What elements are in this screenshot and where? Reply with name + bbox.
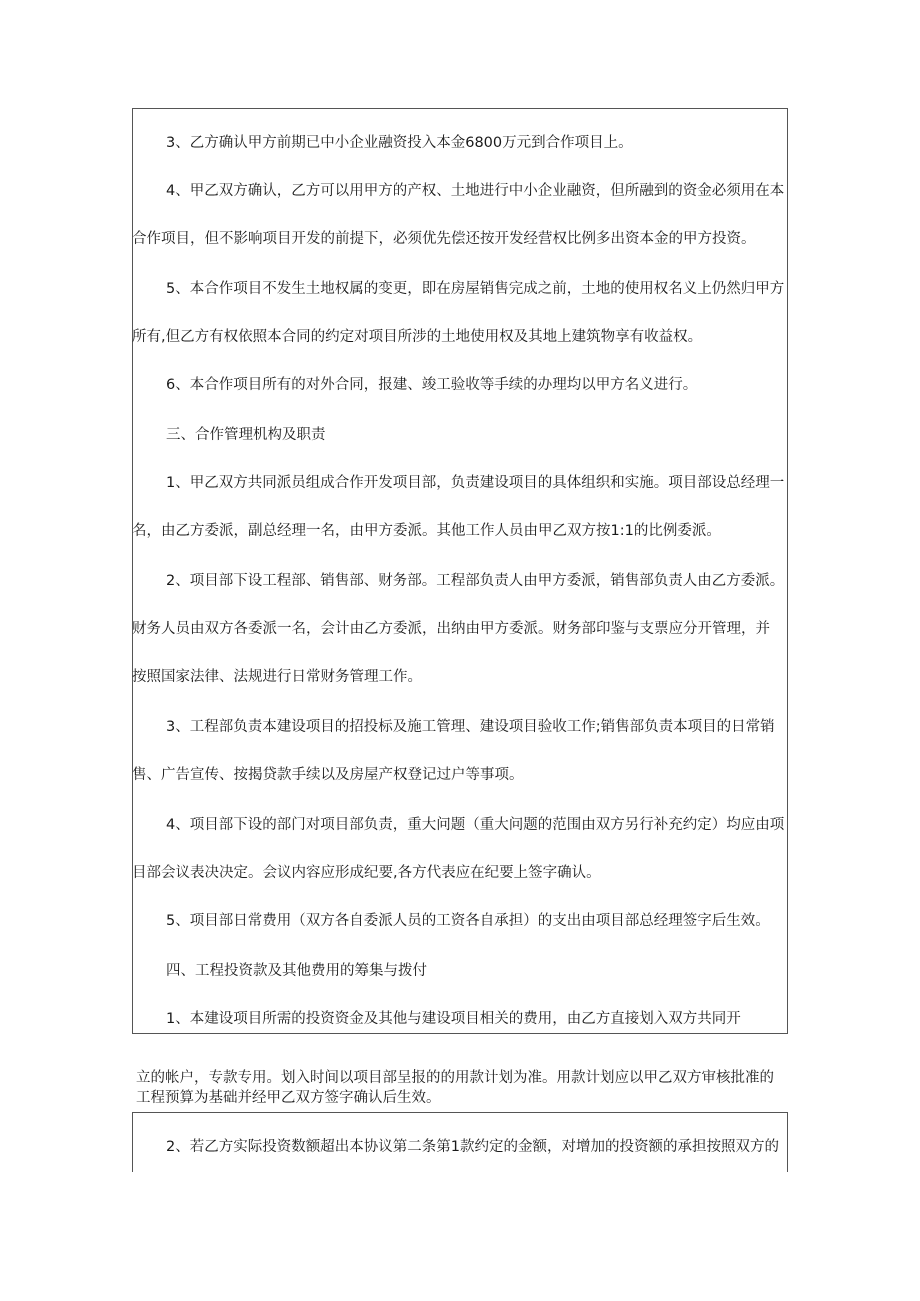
clause-3-1-line1: 1、甲乙双方共同派员组成合作开发项目部，负责建设项目的具体组织和实施。项目部设总经理一 xyxy=(166,475,785,491)
clause-2-3: 3、乙方确认甲方前期已中小企业融资投入本金6800万元到合作项目上。 xyxy=(166,135,633,151)
section-4-heading: 四、工程投资款及其他费用的筹集与拨付 xyxy=(166,963,427,979)
clause-2-4-line2: 合作项目，但不影响项目开发的前提下，必须优先偿还按开发经营权比例多出资本金的甲方投资。 xyxy=(132,231,756,247)
clause-3-1-line2: 名，由乙方委派，副总经理一名，由甲方委派。其他工作人员由甲乙双方按1:1的比例委派。 xyxy=(132,523,721,539)
section-3-heading: 三、合作管理机构及职责 xyxy=(166,427,326,443)
contract-table-cell-continued xyxy=(132,1112,788,1172)
clause-3-2-line1: 2、项目部下设工程部、销售部、财务部。工程部负责人由甲方委派，销售部负责人由乙方委派。 xyxy=(166,573,785,589)
clause-4-2-line1: 2、若乙方实际投资数额超出本协议第二条第1款约定的金额，对增加的投资额的承担按照双方的 xyxy=(166,1139,779,1155)
clause-4-1-line3: 工程预算为基础并经甲乙双方签字确认后生效。 xyxy=(136,1090,441,1106)
clause-3-2-line3: 按照国家法律、法规进行日常财务管理工作。 xyxy=(132,669,422,685)
clause-4-1-line1: 1、本建设项目所需的投资资金及其他与建设项目相关的费用，由乙方直接划入双方共同开 xyxy=(166,1011,741,1027)
clause-3-3-line1: 3、工程部负责本建设项目的招投标及施工管理、建设项目验收工作;销售部负责本项目的日常销 xyxy=(166,719,775,735)
clause-3-2-line2: 财务人员由双方各委派一名，会计由乙方委派，出纳由甲方委派。财务部印鉴与支票应分开管理，并 xyxy=(132,621,770,637)
clause-3-4-line2: 目部会议表决决定。会议内容应形成纪要,各方代表应在纪要上签字确认。 xyxy=(132,865,601,881)
clause-4-1-line2: 立的帐户，专款专用。划入时间以项目部呈报的的用款计划为准。用款计划应以甲乙双方审核批准的 xyxy=(136,1070,774,1086)
clause-2-5-line2: 所有,但乙方有权依照本合同的约定对项目所涉的土地使用权及其地上建筑物享有收益权。 xyxy=(132,329,703,345)
clause-2-6: 6、本合作项目所有的对外合同，报建、竣工验收等手续的办理均以甲方名义进行。 xyxy=(166,377,698,393)
clause-3-4-line1: 4、项目部下设的部门对项目部负责，重大问题（重大问题的范围由双方另行补充约定）均应由项 xyxy=(166,817,785,833)
clause-3-3-line2: 售、广告宣传、按揭贷款手续以及房屋产权登记过户等事项。 xyxy=(132,767,524,783)
clause-3-5: 5、项目部日常费用（双方各自委派人员的工资各自承担）的支出由项目部总经理签字后生效。 xyxy=(166,913,770,929)
clause-2-5-line1: 5、本合作项目不发生土地权属的变更，即在房屋销售完成之前，土地的使用权名义上仍然归甲方 xyxy=(166,281,785,297)
clause-2-4-line1: 4、甲乙双方确认，乙方可以用甲方的产权、土地进行中小企业融资，但所融到的资金必须用在本 xyxy=(166,183,785,199)
contract-table-cell xyxy=(132,108,788,1034)
